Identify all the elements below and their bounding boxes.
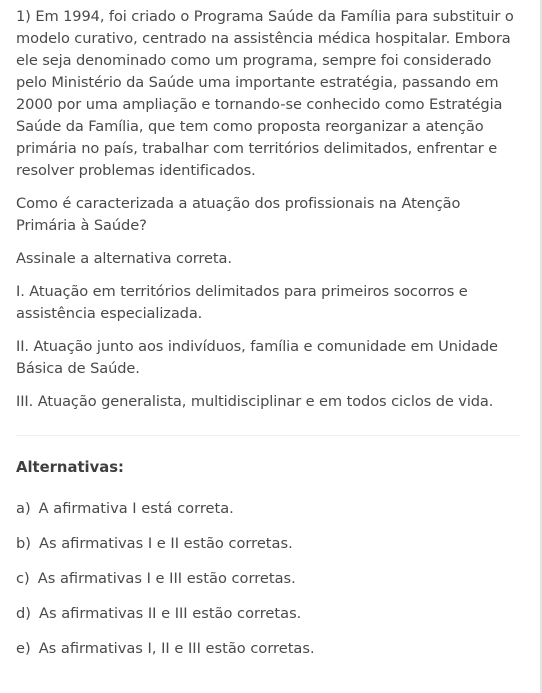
question-body [16,6,524,424]
section-divider [16,435,520,436]
alternative-d[interactable] [16,604,524,639]
alternative-letter: c) [16,570,30,587]
statement-item: III. Atuação generalista, multidisciplinar e em todos ciclos de vida. [16,393,494,410]
alternative-b[interactable] [16,534,524,569]
alternatives-title: Alternativas: [16,459,124,476]
alternative-letter: b) [16,535,31,552]
alternative-text: As afirmativas I e II estão corretas. [38,535,293,552]
alternative-text: As afirmativas I e III estão corretas. [37,570,296,587]
question-prompt: Como é caracterizada a atuação dos profissionais na Atenção Primária à Saúde? [16,195,461,234]
alternatives-list [16,499,524,674]
alternative-e[interactable] [16,639,524,674]
alternative-text: As afirmativas I, II e III estão corretas. [38,640,315,657]
alternative-letter: a) [16,500,31,517]
question-statement: 1) Em 1994, foi criado o Programa Saúde da Família para substituir o modelo curativo, centrado na assistência médica hospitalar. Embora ele seja denominado como um programa, sempre foi considerado pelo Ministério da Saúde uma importante estratégia, passando em 2000 por uma ampliação e tornando-se conhecido como Estratégia Saúde da Família, que tem como proposta reorganizar a atenção primária no país, trabalhar com territórios delimitados, enfrentar e resolver problemas identificados. [16,8,514,179]
statement-item: I. Atuação em territórios delimitados para primeiros socorros e assistência especializada. [16,283,468,322]
statement-item: II. Atuação junto aos indivíduos, família e comunidade em Unidade Básica de Saúde. [16,338,498,377]
question-instruction: Assinale a alternativa correta. [16,250,232,267]
alternative-c[interactable] [16,569,524,604]
alternative-a[interactable] [16,499,524,534]
alternative-text: As afirmativas II e III estão corretas. [38,605,302,622]
alternative-letter: e) [16,640,31,657]
alternative-letter: d) [16,605,31,622]
alternative-text: A afirmativa I está correta. [38,500,234,517]
